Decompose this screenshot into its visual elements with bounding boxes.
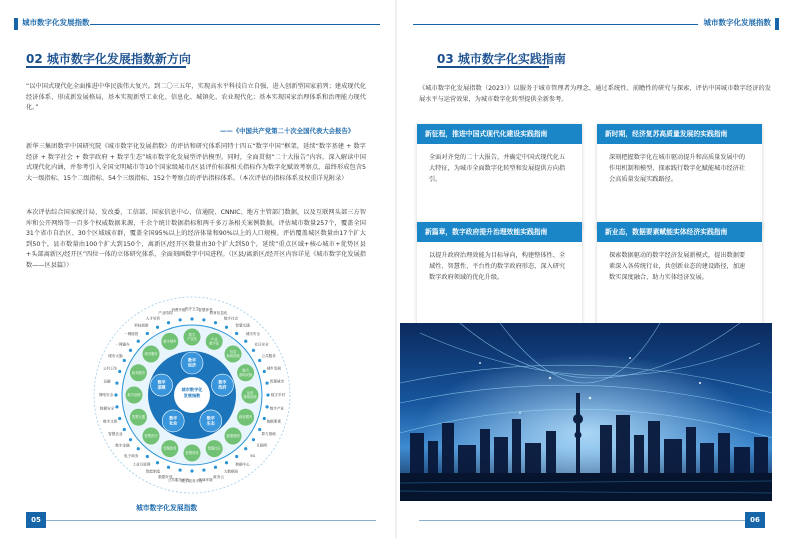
wheel-inner-label: 经济 bbox=[188, 362, 196, 368]
left-page bbox=[0, 0, 396, 538]
wheel-outer-label: 双碳 bbox=[103, 379, 111, 384]
wheel-outer-dot bbox=[179, 468, 182, 471]
wheel-outer-dot bbox=[235, 455, 238, 458]
left-header-title: 城市数字化发展指数 bbox=[22, 18, 90, 27]
quote-source: ——《中国共产党第二十次全国代表大会报告》 bbox=[220, 127, 355, 135]
wheel-outer-label: 智能制造 bbox=[145, 469, 161, 474]
wheel-outer-dot bbox=[225, 326, 228, 329]
guide-card-2 bbox=[597, 124, 762, 229]
wheel-outer-dot bbox=[129, 349, 132, 352]
wheel-outer-label: 教育信息化 bbox=[209, 311, 228, 316]
card-title: 新时期，经济复苏高质量发展的实践指南 bbox=[597, 124, 762, 144]
wheel-outer-label: 数据中心 bbox=[235, 462, 250, 467]
wheel-outer-dot bbox=[114, 393, 117, 396]
card-body: 深刻把握数字化在城市驱动提升和高质量发展中的作用机制和模型，探索践行数字化赋能城市经济社会高质量发展实践路径。 bbox=[609, 154, 746, 183]
wheel-mid-label: 基础设施 bbox=[243, 395, 257, 400]
wheel-mid-label: 运营 bbox=[246, 390, 254, 395]
wheel-mid-label: 城市服务 bbox=[144, 351, 158, 356]
wheel-outer-dot bbox=[258, 428, 261, 431]
wheel-outer-dot bbox=[263, 370, 266, 373]
card-body: 以提升政府治理效能为目标导向，构建整体性、全域性、智慧性、平台性的数字政府形态，深入研究数字政府领域的优化升级。 bbox=[429, 252, 566, 281]
wheel-outer-dot bbox=[115, 382, 118, 385]
wheel-outer-dot bbox=[202, 318, 205, 321]
wheel-outer-label: 一网统管 bbox=[124, 332, 139, 337]
quote-text: “以中国式现代化全面推进中华民族伟大复兴。到二〇三五年，实现高水平科技自立自强，进入创新型国家前列；建成现代化经济体系，形成新发展格局，基本实现新型工业化、信息化、城镇化、农业现代化；基本实现国家治理体系和治理能力现代化。” bbox=[26, 83, 366, 112]
paragraph-data-sources: 本次评估综合国家统计局、发改委、工信部、国家信息中心、信通院、CNNIC、地方主管部门数据，以及互联网头部三方智库和公开网络等一百多个权威数据来源，千余个统计数据指标和两千多万条相关案例数据。评估城市数量257个，覆盖全国31个省市自治区、30个区域城市群，覆盖全国95%以上的经济体量和90%以上的人口规模。评估覆盖城区数量由17个扩大到50个，县市数量由100个扩大到150个，离新区/经开区数量由30个扩大到50个，延续“重点区域+核心城市+优势区县+头部离新区/经开区”四位一体的立体研究体系，全面刻画数字中国进程。（区县/离新区/经开区内容详见《城市数字化发展指数——区县篇》） bbox=[26, 209, 366, 269]
wheel-outer-label: 大数据局 bbox=[223, 469, 239, 474]
wheel-outer-dot bbox=[129, 438, 132, 441]
wheel-outer-dot bbox=[123, 359, 126, 362]
wheel-inner-label: 数字 bbox=[206, 415, 215, 421]
wheel-outer-label: 数字金融 bbox=[115, 443, 130, 448]
footer-rule bbox=[46, 520, 376, 521]
wheel-outer-label: 智慧养老 bbox=[198, 308, 213, 313]
wheel-mid-label: 基础设施 bbox=[238, 372, 253, 377]
wheel-mid-label: 政务服务 bbox=[131, 370, 146, 375]
wheel-outer-label: 互联网 bbox=[256, 443, 267, 448]
wheel-outer-dot bbox=[258, 359, 261, 362]
wheel-outer-dot bbox=[265, 405, 268, 408]
wheel-outer-dot bbox=[235, 332, 238, 335]
wheel-inner-label: 基建 bbox=[157, 384, 166, 390]
wheel-mid-label: 产业化 bbox=[187, 337, 197, 342]
wheel-mid-label: 智慧社区 bbox=[207, 446, 221, 451]
card-title: 新篇章，数字政府提升治理效能实践指南 bbox=[417, 222, 582, 242]
wheel-outer-label: 智慧农业 bbox=[108, 432, 123, 437]
section-underline bbox=[437, 66, 549, 68]
wheel-outer-label: 社区安全 bbox=[254, 342, 269, 347]
page-number-left: 05 bbox=[26, 512, 46, 528]
wheel-inner-label: 政府 bbox=[218, 384, 227, 390]
wheel-outer-label: 营商环境 bbox=[198, 477, 213, 482]
wheel-outer-label: 智慧交通 bbox=[235, 323, 250, 328]
wheel-outer-label: 一网通办 bbox=[115, 342, 130, 347]
header-rule bbox=[413, 24, 698, 25]
wheel-outer-dot bbox=[118, 417, 121, 420]
wheel-outer-dot bbox=[252, 349, 255, 352]
wheel-outer-label: 数字乡村 bbox=[270, 393, 286, 397]
card-body: 全面对齐党的二十大报告，并确定中国式现代化五大特征，为城市全面数字化转型和发展提供方向指引。 bbox=[429, 154, 566, 183]
wheel-outer-dot bbox=[190, 469, 193, 472]
card-title: 新业态，数据要素赋能实体经济实践指南 bbox=[597, 222, 762, 242]
wheel-outer-dot bbox=[156, 326, 159, 329]
wheel-outer-dot bbox=[265, 382, 268, 385]
wheel-inner-label: 数字 bbox=[157, 379, 166, 385]
wheel-outer-label: 公共卫生 bbox=[103, 366, 118, 371]
wheel-outer-label: 城市安全 bbox=[245, 332, 260, 337]
wheel-mid-label: 基础设施 bbox=[226, 354, 240, 359]
wheel-mid-label: 产业 bbox=[210, 337, 218, 342]
wheel-outer-dot bbox=[167, 466, 170, 469]
left-section-title: 02 城市数字化发展指数新方向 bbox=[26, 52, 191, 66]
wheel-outer-dot bbox=[137, 340, 140, 343]
header-rule bbox=[90, 24, 380, 25]
wheel-caption: 城市数字化发展指数 bbox=[136, 504, 198, 512]
wheel-mid-label: 数字化 bbox=[209, 341, 220, 346]
wheel-mid-label: 数字治理 bbox=[127, 393, 141, 397]
wheel-mid-label: 数字 bbox=[188, 332, 196, 337]
wheel-inner-label: 数字 bbox=[218, 379, 227, 385]
wheel-outer-label: 工业互联网 bbox=[132, 462, 151, 467]
wheel-outer-label: 公共服务 bbox=[261, 353, 276, 358]
wheel-inner-label: 生态 bbox=[206, 420, 215, 426]
wheel-outer-dot bbox=[137, 447, 140, 450]
wheel-center-label: 城市数字化 bbox=[181, 387, 203, 392]
wheel-outer-label: 数据要素 bbox=[266, 419, 281, 424]
header-accent-bar bbox=[775, 18, 779, 30]
wheel-outer-dot bbox=[214, 321, 217, 324]
wheel-outer-label: 消费升级 bbox=[171, 308, 186, 313]
wheel-outer-label: 网络安全 bbox=[98, 393, 114, 397]
paragraph-methodology: 新华三集团数字中国研究院《城市数字化发展指数》的评估和研究体系同特十四五“数字中国”框架，延续“数字基建 + 数字经济 + 数字社会 + 数字政府 + 数字生态”城市数字化发展型评估模型。同时，全面贯彻“二十大报告”内容，深入解读中国式现代化内涵，并参考引入全国文明城市等10个国家级城市/区县评价标准相关指标作为数字化赋效考察点，最终形成包含5大一级指标、15个二级指标、54个三级指标、152个考察点的评估指标体系。（本次评估的指标体系及权重详见附录） bbox=[26, 143, 366, 182]
wheel-mid-label: 数据管理 bbox=[226, 434, 240, 439]
wheel-outer-dot bbox=[146, 455, 149, 458]
wheel-outer-dot bbox=[244, 447, 247, 450]
wheel-center-label: 发展指数 bbox=[183, 393, 201, 398]
wheel-outer-label: 数字社会 bbox=[223, 316, 239, 321]
wheel-mid-label: 智慧教育 bbox=[163, 446, 177, 451]
wheel-outer-dot bbox=[266, 393, 269, 396]
guide-card-3 bbox=[417, 222, 582, 327]
wheel-outer-label: 产业结构 bbox=[158, 311, 173, 316]
wheel-outer-dot bbox=[146, 332, 149, 335]
guide-card-4 bbox=[597, 222, 762, 327]
wheel-mid-label: 数字城乡 bbox=[163, 339, 177, 344]
wheel-outer-dot bbox=[190, 317, 193, 320]
wheel-outer-label: 科技创新 bbox=[134, 323, 149, 328]
wheel-outer-label: 数据开放 bbox=[158, 474, 173, 479]
index-wheel-diagram bbox=[72, 295, 312, 505]
right-header-title: 城市数字化发展指数 bbox=[703, 18, 771, 27]
wheel-outer-dot bbox=[263, 417, 266, 420]
wheel-outer-dot bbox=[225, 461, 228, 464]
wheel-mid-label: 智慧医疗 bbox=[144, 434, 158, 439]
wheel-outer-dot bbox=[115, 405, 118, 408]
wheel-outer-label: 城市大脑 bbox=[108, 353, 123, 358]
wheel-outer-label: 城乡发展 bbox=[266, 366, 281, 371]
wheel-mid-label: 政府服务 bbox=[238, 415, 253, 420]
wheel-outer-label: 人才培育 bbox=[145, 316, 161, 321]
intro-text: 《城市数字化发展指数（2023）》以服务于城市管理者为理念，通过系统性、前瞻性的研究与探索，评估中国城市数字经济的发展水平与运营效果，为城市数字化转型提供全新参考。 bbox=[419, 85, 771, 103]
wheel-outer-label: 数字政务平台 bbox=[181, 479, 203, 483]
wheel-outer-dot bbox=[123, 428, 126, 431]
wheel-outer-label: 医疗卫生 bbox=[184, 307, 200, 311]
wheel-mid-label: 信息 bbox=[229, 349, 237, 354]
guide-card-1 bbox=[417, 124, 582, 229]
wheel-outer-dot bbox=[167, 321, 170, 324]
section-underline bbox=[26, 66, 186, 68]
wheel-outer-label: 数据安全 bbox=[99, 406, 115, 411]
wheel-outer-dot bbox=[252, 438, 255, 441]
wheel-outer-label: 智慧城市 bbox=[269, 379, 285, 384]
wheel-inner-label: 数字 bbox=[169, 415, 178, 421]
footer-rule bbox=[419, 520, 749, 521]
card-body: 探索数据驱动的数字经济发展新模式，提出数据要素深入各传统行业，共创新业态的建设路径，加速数实深度融合，助力实体经济发展。 bbox=[609, 252, 746, 281]
wheel-outer-dot bbox=[214, 466, 217, 469]
wheel-outer-dot bbox=[156, 461, 159, 464]
card-title: 新征程，推进中国式现代化建设实践指南 bbox=[417, 124, 582, 144]
wheel-outer-label: 5G bbox=[250, 453, 256, 458]
wheel-mid-label: 智慧交通 bbox=[131, 415, 146, 420]
wheel-inner-label: 数字 bbox=[188, 357, 196, 363]
header-accent-bar bbox=[14, 18, 18, 30]
wheel-outer-dot bbox=[179, 318, 182, 321]
wheel-mid-label: 智慧养老 bbox=[185, 451, 199, 455]
right-page bbox=[397, 0, 793, 538]
wheel-mid-label: 融合 bbox=[242, 368, 249, 373]
wheel-outer-dot bbox=[244, 340, 247, 343]
wheel-outer-label: 数字文旅 bbox=[103, 419, 118, 424]
wheel-outer-label: 算力基础 bbox=[261, 432, 276, 437]
wheel-outer-label: 数字产业 bbox=[269, 406, 285, 411]
right-section-title: 03 城市数字化实践指南 bbox=[437, 52, 566, 66]
page-number-right: 06 bbox=[745, 512, 765, 528]
wheel-outer-label: 公共服务平台 bbox=[167, 477, 190, 482]
smart-city-skyline-image bbox=[400, 323, 772, 501]
wheel-outer-label: 电子商务 bbox=[124, 453, 139, 458]
wheel-outer-dot bbox=[202, 468, 205, 471]
wheel-inner-label: 社会 bbox=[169, 420, 178, 426]
wheel-outer-dot bbox=[118, 370, 121, 373]
wheel-outer-label: 政务云 bbox=[213, 474, 224, 479]
